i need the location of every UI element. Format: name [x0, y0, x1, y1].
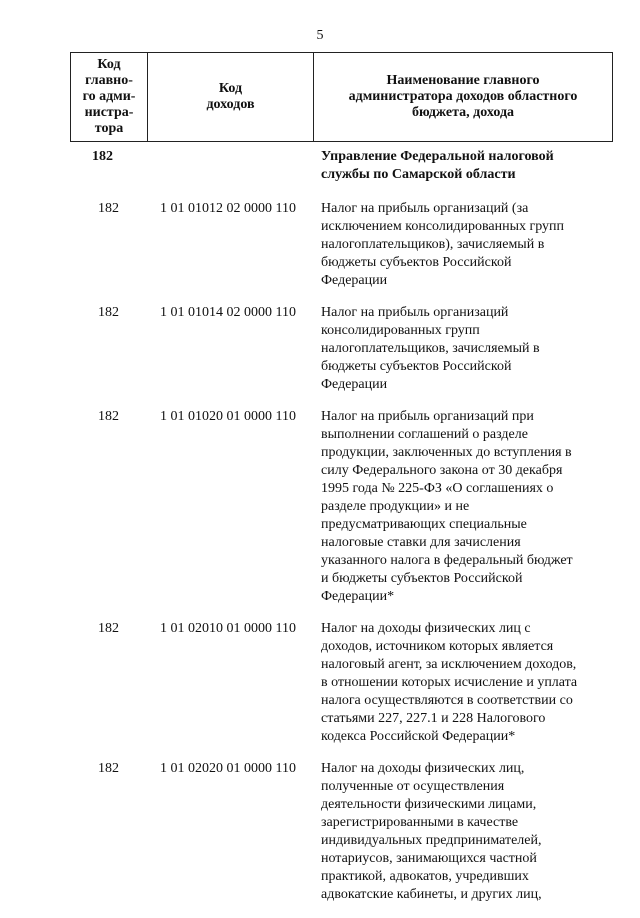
admin-code-cell: 182	[98, 201, 119, 216]
admin-code-cell: 182	[98, 761, 119, 776]
name-line: Федерации*	[321, 589, 395, 604]
name-line: в отношении которых исчисление и уплата	[321, 675, 578, 690]
name-line: разделе продукции» и не	[321, 499, 470, 514]
name-line: доходов, источником которых является	[321, 639, 554, 654]
header-name-line: администратора доходов областного	[348, 89, 578, 104]
header-admin-code-line: нистра-	[84, 105, 134, 120]
header-income-code-line: доходов	[206, 97, 255, 112]
header-income-code	[148, 53, 314, 141]
income-code-cell: 1 01 02020 01 0000 110	[160, 761, 296, 776]
name-line: налогоплательщиков), зачисляемый в	[321, 237, 545, 252]
name-line: Налог на доходы физических лиц,	[321, 761, 525, 776]
income-code-cell: 1 01 01012 02 0000 110	[160, 201, 296, 216]
income-code-cell: 1 01 01014 02 0000 110	[160, 305, 296, 320]
name-line: налогоплательщиков, зачисляемый в	[321, 341, 540, 356]
income-code-cell: 1 01 02010 01 0000 110	[160, 621, 296, 636]
name-cell	[313, 760, 613, 904]
name-line: налоговые ставки для зачисления	[321, 535, 521, 550]
name-line: Федерации	[321, 377, 388, 392]
name-line: деятельности физическими лицами,	[321, 797, 537, 812]
name-cell	[313, 408, 613, 606]
header-name-line: бюджета, дохода	[411, 105, 515, 120]
name-line: бюджеты субъектов Российской	[321, 255, 512, 270]
name-line: выполнении соглашений о разделе	[321, 427, 528, 442]
name-line: практикой, адвокатов, учредивших	[321, 869, 529, 884]
name-line: силу Федерального закона от 30 декабря	[321, 463, 563, 478]
name-line: полученные от осуществления	[321, 779, 505, 794]
name-line: Управление Федеральной налоговой	[321, 149, 554, 164]
page-number: 5	[316, 28, 324, 43]
name-line: Налог на прибыль организаций	[321, 305, 509, 320]
income-code-cell	[147, 148, 313, 184]
name-cell	[313, 620, 613, 746]
name-line: исключением консолидированных групп	[321, 219, 565, 234]
header-admin-code	[71, 53, 148, 141]
name-line: указанного налога в федеральный бюджет	[321, 553, 573, 568]
name-line: зарегистрированными в качестве	[321, 815, 519, 830]
name-line: предусматривающих специальные	[321, 517, 527, 532]
header-admin-code-line: главно-	[85, 73, 133, 88]
name-line: продукции, заключенных до вступления в	[321, 445, 572, 460]
header-admin-code-line: Код	[97, 57, 121, 72]
admin-code-cell: 182	[98, 621, 119, 636]
name-line: кодекса Российской Федерации*	[321, 729, 516, 744]
table-row	[70, 760, 613, 904]
name-line: службы по Самарской области	[321, 167, 516, 182]
header-name-line: Наименование главного	[386, 73, 540, 88]
name-cell	[313, 148, 613, 184]
name-line: 1995 года № 225-ФЗ «О соглашениях о	[321, 481, 554, 496]
admin-code-cell: 182	[98, 409, 119, 424]
name-line: налоговый агент, за исключением доходов,	[321, 657, 577, 672]
table-body	[70, 148, 613, 918]
name-line: Налог на прибыль организаций (за	[321, 201, 529, 216]
name-line: индивидуальных предпринимателей,	[321, 833, 542, 848]
name-line: налога осуществляются в соответствии со	[321, 693, 573, 708]
table-row	[70, 620, 613, 746]
name-line: бюджеты субъектов Российской	[321, 359, 512, 374]
table-row	[70, 148, 613, 184]
name-cell	[313, 304, 613, 394]
admin-code-cell: 182	[98, 305, 119, 320]
income-code-cell: 1 01 01020 01 0000 110	[160, 409, 296, 424]
header-admin-code-line: го адми-	[82, 89, 136, 104]
header-admin-code-line: тора	[94, 121, 124, 136]
name-line: Федерации	[321, 273, 388, 288]
name-line: и бюджеты субъектов Российской	[321, 571, 523, 586]
header-income-code-line: Код	[218, 81, 243, 96]
header-name	[314, 53, 612, 141]
name-line: Налог на доходы физических лиц с	[321, 621, 531, 636]
name-line: консолидированных групп	[321, 323, 480, 338]
name-line: адвокатские кабинеты, и других лиц,	[321, 887, 542, 902]
table-row	[70, 408, 613, 606]
name-line: нотариусов, занимающихся частной	[321, 851, 537, 866]
name-cell	[313, 200, 613, 290]
table-header	[70, 52, 613, 142]
table-row	[70, 304, 613, 394]
name-line: статьями 227, 227.1 и 228 Налогового	[321, 711, 546, 726]
table-row	[70, 200, 613, 290]
name-line: Налог на прибыль организаций при	[321, 409, 534, 424]
admin-code-cell: 182	[92, 149, 113, 164]
